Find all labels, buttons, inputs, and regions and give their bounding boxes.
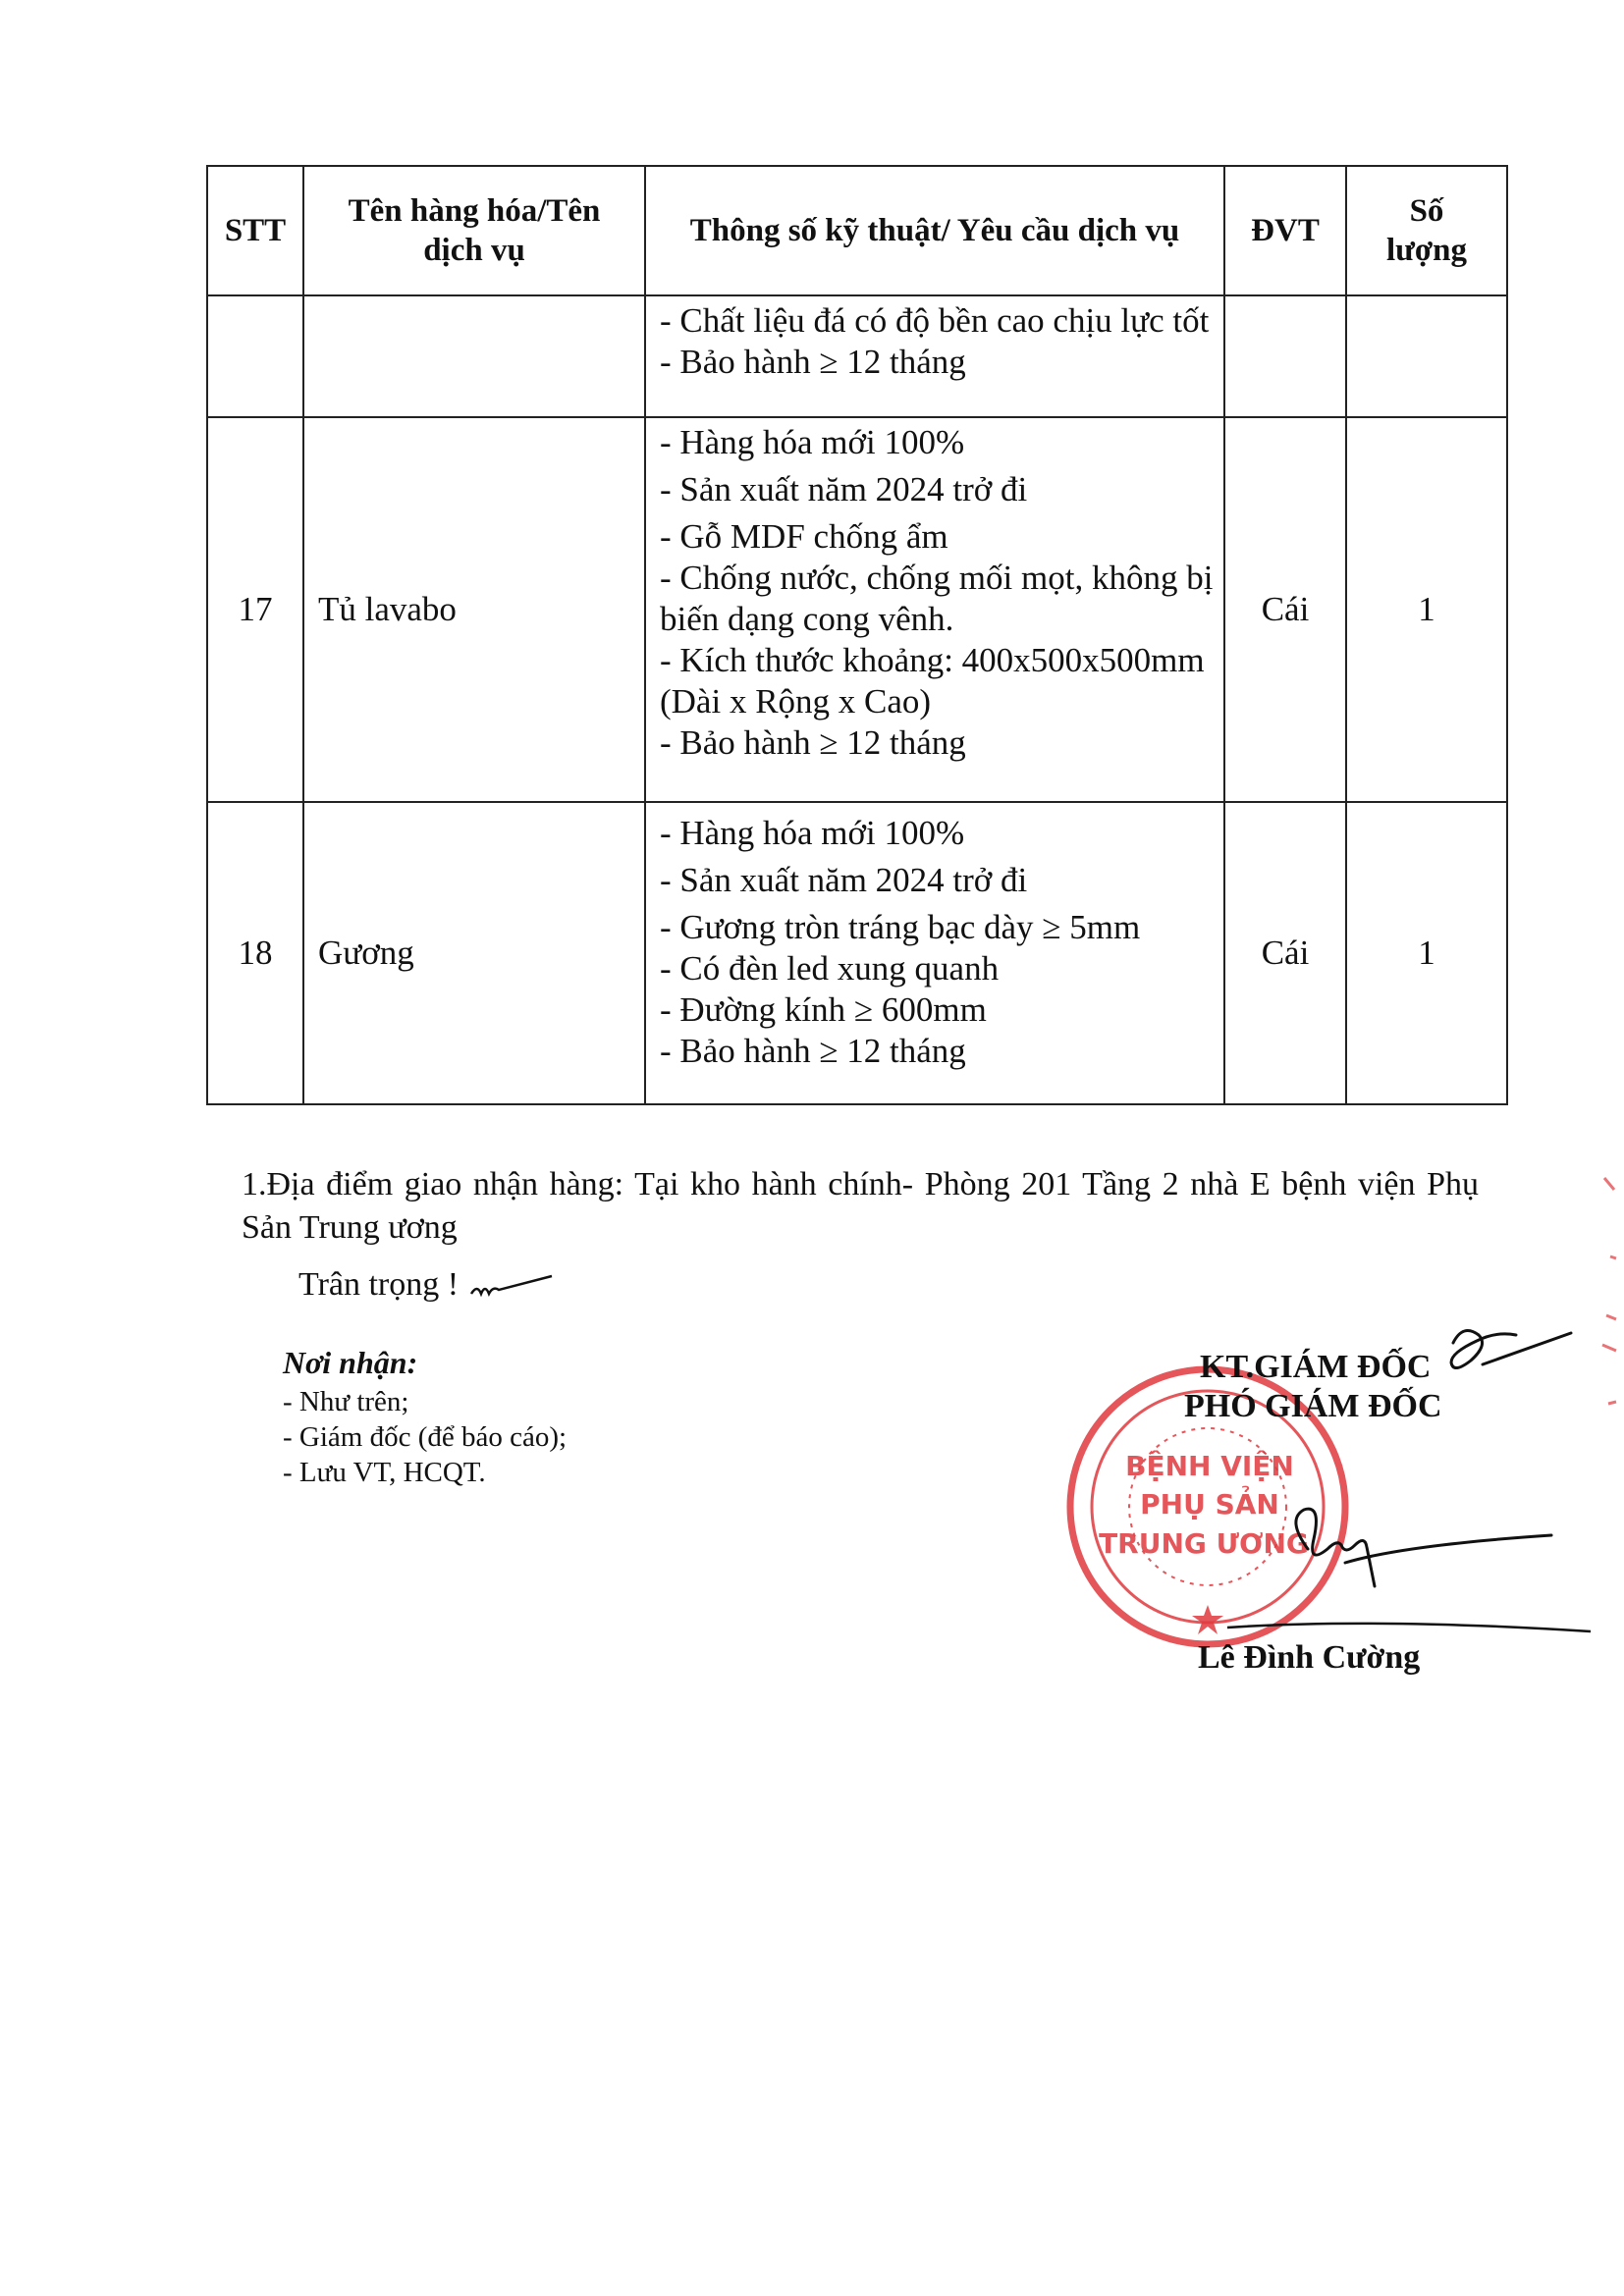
spec-line: - Bảo hành ≥ 12 tháng (660, 1032, 966, 1070)
cell-stt: 17 (207, 417, 303, 802)
header-spec: Thông số kỹ thuật/ Yêu cầu dịch vụ (645, 166, 1224, 295)
cell-unit (1224, 295, 1346, 417)
spec-line: - Gương tròn tráng bạc dày ≥ 5mm (660, 908, 1141, 946)
recipients-heading: Nơi nhận: (283, 1345, 418, 1380)
cell-stt (207, 295, 303, 417)
header-name-line2: dịch vụ (423, 233, 525, 268)
recipient-item: - Lưu VT, HCQT. (283, 1457, 486, 1488)
table-header-row (207, 166, 1507, 295)
header-unit: ĐVT (1224, 166, 1346, 295)
spec-line: - Bảo hành ≥ 12 tháng (660, 723, 966, 762)
cell-qty (1346, 295, 1507, 417)
spec-line: - Hàng hóa mới 100% (660, 814, 965, 852)
cell-unit: Cái (1224, 417, 1346, 802)
closing-line (298, 1263, 556, 1307)
cell-name: Gương (303, 802, 645, 1104)
spec-line: - Hàng hóa mới 100% (660, 423, 965, 461)
cell-name: Tủ lavabo (303, 417, 645, 802)
spec-line: - Gỗ MDF chống ẩm (660, 517, 948, 556)
goods-table (206, 165, 1508, 1105)
header-qty-line1: Số (1409, 193, 1444, 229)
spec-line: - Có đèn led xung quanh (660, 949, 1000, 988)
cell-spec (645, 295, 1224, 417)
spec-line: - Bảo hành ≥ 12 tháng (660, 343, 966, 381)
stamp-text-line: PHỤ SẢN (1140, 1488, 1279, 1521)
spec-line: - Sản xuất năm 2024 trở đi (660, 861, 1028, 899)
header-qty (1346, 166, 1507, 295)
closing-text: Trân trọng ! (298, 1266, 460, 1303)
table-row (207, 417, 1507, 802)
delivery-location-note: 1.Địa điểm giao nhận hàng: Tại kho hành chính- Phòng 201 Tầng 2 nhà E bệnh viện Phụ Sản Trung ương (242, 1166, 1479, 1246)
table-row (207, 802, 1507, 1104)
cell-name (303, 295, 645, 417)
initials-scribble (467, 1272, 556, 1302)
spec-line: - Kích thước khoảng: 400x500x500mm (Dài x Rộng x Cao) (660, 641, 1205, 721)
cell-spec (645, 417, 1224, 802)
spec-line: - Chống nước, chống mối mọt, không bị biến dạng cong vênh. (660, 559, 1214, 638)
signer-title-line1: KT.GIÁM ĐỐC (1200, 1349, 1432, 1385)
header-qty-line2: lượng (1385, 233, 1468, 268)
signature-block (1021, 1306, 1624, 1718)
stamp-text-line: TRUNG ƯƠNG (1099, 1527, 1309, 1560)
signer-name: Lê Đình Cường (1198, 1639, 1421, 1676)
cell-stt: 18 (207, 802, 303, 1104)
spec-line: - Sản xuất năm 2024 trở đi (660, 470, 1028, 508)
stamp-text-line: BỆNH VIỆN (1125, 1450, 1294, 1482)
approval-initials (1451, 1331, 1571, 1368)
header-name-line1: Tên hàng hóa/Tên (348, 193, 601, 229)
header-stt: STT (207, 166, 303, 295)
cell-qty: 1 (1346, 417, 1507, 802)
signer-title-line2: PHÓ GIÁM ĐỐC (1184, 1388, 1442, 1424)
recipient-item: - Như trên; (283, 1386, 409, 1417)
edge-stamp-fragment (1591, 1148, 1620, 1443)
recipient-item: - Giám đốc (để báo cáo); (283, 1421, 568, 1453)
spec-line: - Chất liệu đá có độ bền cao chịu lực tốt (660, 301, 1210, 340)
spec-line: - Đường kính ≥ 600mm (660, 990, 987, 1029)
recipients-block (283, 1345, 567, 1490)
table-row-continuation (207, 295, 1507, 417)
cell-qty: 1 (1346, 802, 1507, 1104)
handwritten-signature (1296, 1509, 1551, 1586)
cell-unit: Cái (1224, 802, 1346, 1104)
header-name (303, 166, 645, 295)
cell-spec (645, 802, 1224, 1104)
stamp-star-icon (1192, 1605, 1223, 1634)
